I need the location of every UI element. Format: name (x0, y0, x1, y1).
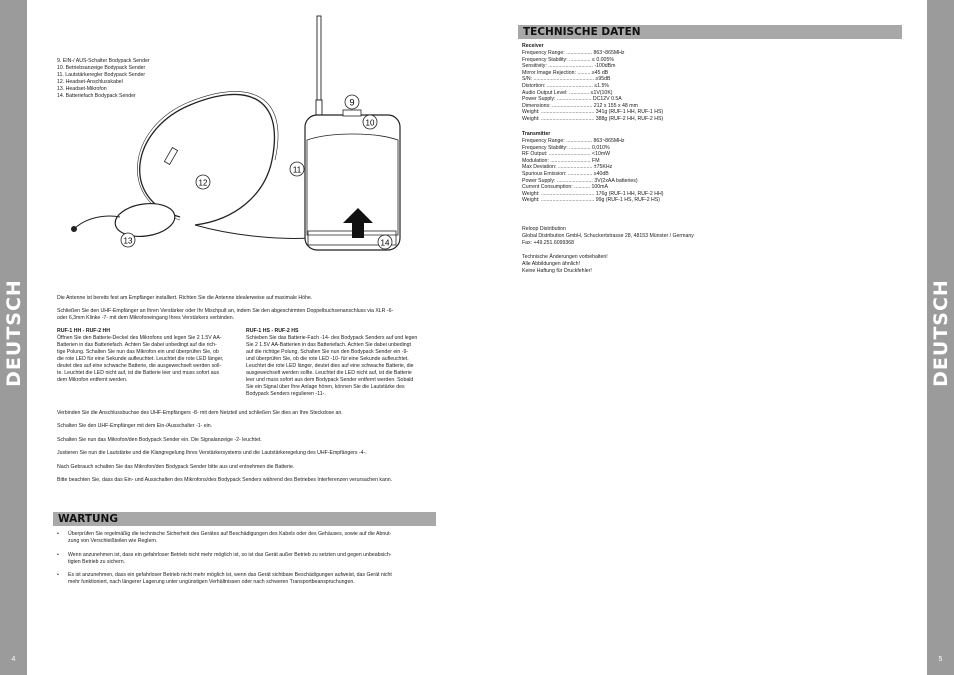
step-3: Schalten Sie nun das Mikrofon/den Bodypack Sender ein. Die Signalanzeige -2- leuchtet. (57, 437, 262, 443)
spec-row: Frequency Stability: ............... ≤ 0.005% (522, 56, 614, 63)
heading-hs: RUF-1 HS - RUF-2 HS (246, 328, 299, 334)
hh-line: te. Leuchtet die LED nicht auf, ist die Batterie leer und muss sofort aus (57, 370, 220, 376)
intro-connect-line2: oder 6,3mm Klinke -7- mit dem Mikrofoneingang Ihres Verstärkers verbinden. (57, 315, 235, 321)
spec-row: RF Output: ............................. <10mW (522, 151, 611, 158)
page-number-right: 5 (938, 656, 943, 663)
callout-11 (290, 162, 304, 176)
bodypack-headset-diagram (60, 10, 420, 255)
side-label-left: DEUTSCH (2, 279, 25, 387)
spec-row: Weight: ..................................... 388g (RUF-2 HH, RUF-2 HS) (522, 115, 664, 122)
hh-line: Batterien in das Batteriefach. Achten Sie dabei unbedingt auf die rich- (57, 342, 217, 348)
spec-row: Distortion: ................................ ≤1.5% (522, 82, 610, 89)
wartung-heading: WARTUNG (53, 512, 436, 526)
step-5: Nach Gebrauch schalten Sie das Mikrofon/den Bodypack Sender bitte aus und entnehmen die Batterie. (57, 464, 295, 470)
wartung-bullet: • Überprüfen Sie regelmäßig die technische Sicherheit des Gerätes auf Beschädigungen des Kabels oder des Gehäuses, sowie auf die Abnut- zung von Verschleißteilen wie Reglern. (57, 531, 392, 544)
step-6: Bitte beachten Sie, dass das Ein- und Ausschalten des Mikrofons/des Bodypack Senders während des Betriebes Interferenzen verursachen kann. (57, 477, 393, 483)
hs-line: auf die richtige Polung. Schalten Sie nun den Bodypack Sender ein -9- (246, 349, 409, 355)
tech-heading: TECHNISCHE DATEN (518, 25, 902, 39)
callout-13 (121, 233, 135, 247)
intro-antenna: Die Antenne ist bereits fest am Empfänger installiert. Richten Sie die Antenne idealerweise auf maximale Höhe. (57, 295, 313, 301)
hs-line: Leuchtet die rote LED länger, deutet dies auf eine schwache Batterie, die (246, 363, 414, 369)
svg-text:14: 14 (380, 238, 390, 248)
headset-cable (195, 225, 310, 238)
distribution-address: Global Distribution GmbH, Schuckertstrasse 28, 48153 Münster / Germany (522, 233, 694, 239)
legend-item: 13. Headset-Mikrofon (57, 86, 107, 92)
wartung-bullet: • Es ist anzunehmen, dass ein gefahrloser Betrieb nicht mehr möglich ist, wenn das Gerät sichtbare Beschädigungen aufweist, das Gerät nicht mehr funktioniert, nach längerer Lagerung unter ungünstigen Verhältnissen oder nach schweren Transportbeanspruchungen. (57, 572, 392, 585)
distribution-name: Reloop Distribution (522, 226, 566, 232)
antenna (317, 16, 321, 100)
disclaimer-line: Alle Abbildungen ähnlich! (522, 261, 580, 267)
svg-text:10: 10 (365, 118, 375, 128)
spec-row: Weight: ..................................... 341g (RUF-1 HH, RUF-1 HS) (522, 109, 664, 116)
hs-line: ausgewechselt werden sollte. Leuchtet die LED nicht auf, ist die Batterie (246, 370, 412, 376)
headset-earpiece (113, 200, 177, 240)
spec-row: Audio Output Level: .............. ≤1V(10K) (522, 89, 613, 96)
legend-item: 10. Betriebsanzeige Bodypack Sender (57, 65, 146, 71)
callout-9 (345, 95, 359, 109)
callout-14 (378, 235, 392, 249)
spec-row: Modulation: ............................ FM (522, 157, 600, 164)
left-side-bar (0, 0, 27, 675)
spec-row: Spurious Emission: ................. ≥40dB (522, 170, 609, 177)
spec-row: Sensitivity: ............................... -100dBm (522, 63, 616, 70)
callout-10 (363, 115, 377, 129)
spec-row: Frequency Stability: ............... 0,010% (522, 144, 610, 151)
page-number-left: 4 (11, 656, 16, 663)
svg-text:11: 11 (292, 165, 302, 175)
hh-line: deutet dies auf eine schwache Batterie, die ausgewechselt werden soll- (57, 363, 222, 369)
spec-row: Max Deviation: ........................ ±75KHz (522, 164, 613, 171)
svg-text:13: 13 (123, 236, 133, 246)
spec-row: Current Consumption: ........... 100mA (522, 184, 608, 191)
spec-row: Frequency Range: .................. 863~865MHz (522, 138, 625, 144)
spec-row: Weight: ..................................... 99g (RUF-1 HS, RUF-2 HS) (522, 197, 660, 204)
legend-item: 9. EIN-/ AUS-Schalter Bodypack Sender (57, 58, 150, 64)
hh-line: Öffnen Sie den Batterie-Deckel des Mikrofons und legen Sie 2 1.5V AA- (57, 335, 222, 341)
hh-line: dem Mikrofon entfernt werden. (57, 377, 128, 383)
legend-item: 14. Batteriefach Bodypack Sender (57, 93, 136, 99)
disclaimer-line: Keine Haftung für Druckfehler! (522, 268, 592, 274)
receiver-heading: Receiver (522, 43, 544, 49)
spec-row: Weight: ..................................... 176g (RUF-1 HH, RUF-2 HH) (522, 190, 664, 197)
hs-line: Sie ein Signal über Ihre Anlage hören, können Sie die Lautstärke des (246, 384, 405, 390)
step-1: Verbinden Sie die Anschlussbuchse des UHF-Empfängers -8- mit dem Netzteil und schließen Sie dies an Ihre Steckdose an. (57, 410, 343, 416)
svg-text:9: 9 (349, 97, 355, 108)
step-2: Schalten Sie den UHF-Empfänger mit dem Ein-/Ausschalter -1- ein. (57, 423, 213, 429)
spec-row: Power Supply: ......................... 3V(2xAA batteries) (522, 177, 638, 184)
intro-connect-line1: Schließen Sie den UHF-Empfänger an Ihren Verstärker oder Ihr Mischpult an, indem Sie den abgeschirmten Doppelbuchsenanschluss via XLR -6- (57, 308, 394, 314)
svg-text:12: 12 (198, 178, 208, 188)
legend-item: 12. Headset-Anschlusskabel (57, 79, 123, 85)
hs-line: Schieben Sie das Batterie-Fach -14- des Bodypack Senders auf und legen (246, 335, 418, 341)
transmitter-heading: Transmitter (522, 131, 551, 137)
spec-row: S/N: .......................................... ≥95dB (522, 76, 611, 83)
spec-row: Frequency Range: .................. 863~865MHz (522, 50, 625, 56)
hs-line: und überprüfen Sie, ob die rote LED -10- für eine Sekunde aufleuchtet. (246, 356, 409, 362)
distribution-fax: Fax: +49.251.6099368 (522, 240, 575, 246)
step-4: Justieren Sie nun die Lautstärke und die Klangregelung Ihres Verstärkersystems und die Lautstärkeregelung des UHF-Empfängers -4-. (57, 450, 367, 456)
disclaimer-line: Technische Änderungen vorbehalten! (522, 254, 608, 260)
spec-row: Mirror Image Rejection: ......... ≥45 dB (522, 69, 609, 76)
spec-row: Power Supply: ........................ DC12V 0.5A (522, 96, 622, 103)
wartung-bullet: • Wenn anzunehmen ist, dass ein gefahrloser Betrieb nicht mehr möglich ist, so ist das Gerät außer Betrieb zu setzten und gegen unbeabsich- tigten Betrieb zu sichern. (57, 552, 392, 565)
spec-row: Dimensions: ............................ 212 x 155 x 48 mm (522, 102, 638, 109)
hh-line: tige Polung. Schalten Sie nun das Mikrofon ein und überprüfen Sie, ob (57, 349, 219, 355)
callout-12 (196, 175, 210, 189)
side-label-right: DEUTSCH (929, 279, 952, 387)
hs-line: Sie 2 1.5V AA-Batterien in das Batteriefach. Achten Sie dabei unbedingt (246, 342, 411, 348)
hh-line: die rote LED für eine Sekunde aufleuchtet. Leuchtet die rote LED länger, (57, 356, 224, 362)
heading-hh: RUF-1 HH - RUF-2 HH (57, 328, 111, 334)
transmitter-specs (522, 138, 663, 204)
hs-line: Bodypack Senders regulieren -11-. (246, 391, 326, 397)
right-side-bar (927, 0, 954, 675)
bodypack-switch (343, 110, 361, 116)
hs-line: leer und muss sofort aus dem Bodypack Sender entfernt werden. Sobald (246, 377, 414, 383)
legend-item: 11. Lautstärkeregler Bodypack Sender (57, 72, 146, 78)
receiver-specs (522, 50, 663, 123)
